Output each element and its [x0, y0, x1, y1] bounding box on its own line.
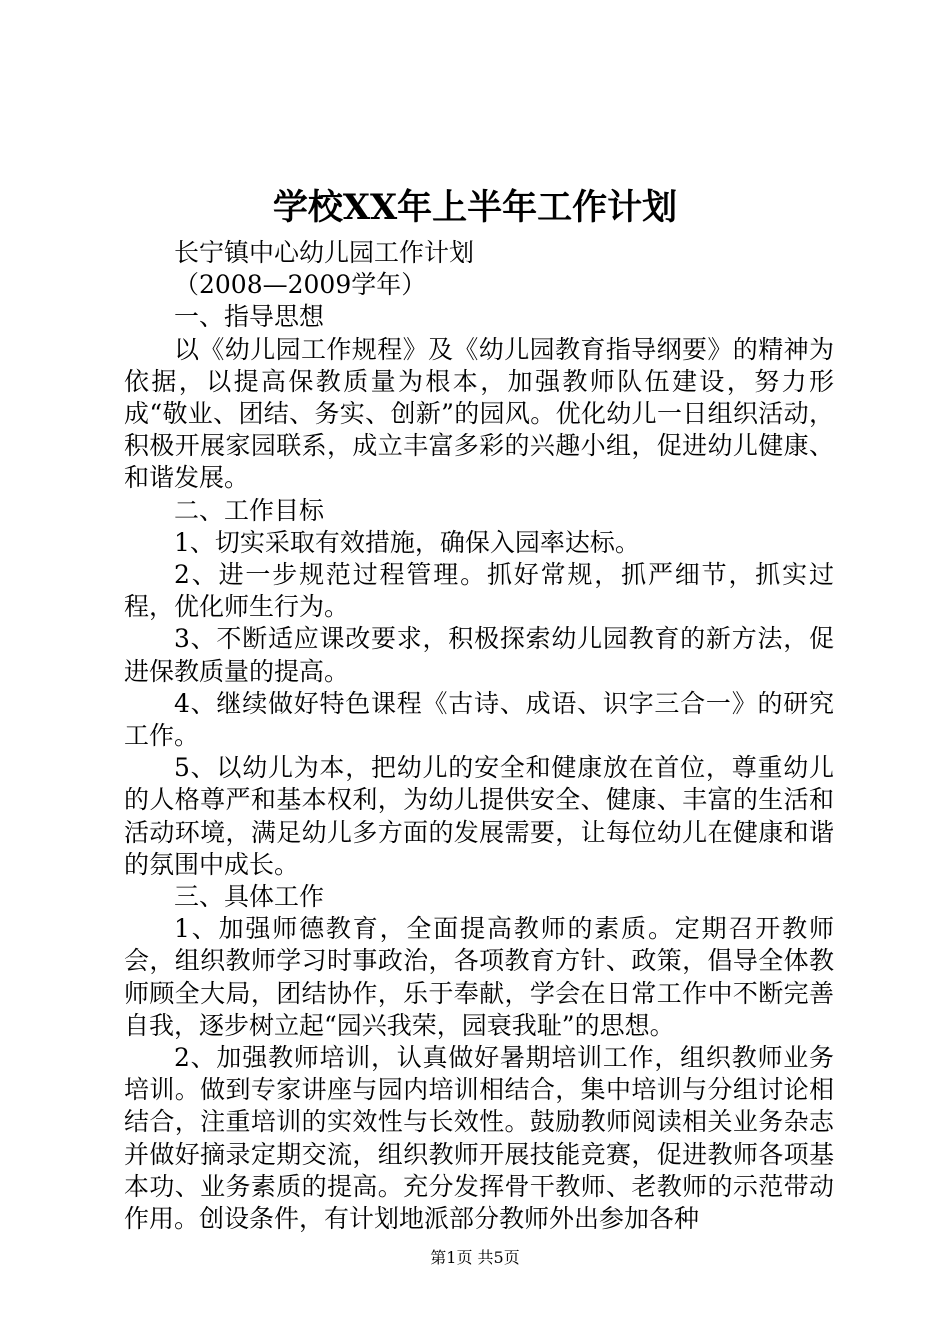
section-heading: 三、具体工作 [174, 882, 325, 912]
list-item: 2、进一步规范过程管理。抓好常规，抓严细节，抓实过程，优化师生行为。 [124, 560, 834, 622]
list-item: 1、加强师德教育，全面提高教师的素质。定期召开教师会，组织教师学习时事政治，各项教育方针、政策，倡导全体教师顾全大局，团结协作，乐于奉献，学会在日常工作中不断完善自我，逐步树立起“园兴我荣，园衰我耻”的思想。 [124, 914, 834, 1040]
section-heading: 二、工作目标 [174, 495, 325, 525]
list-item: 1、切实采取有效措施，确保入园率达标。 [174, 527, 640, 557]
list-item: 3、不断适应课改要求，积极探索幼儿园教育的新方法，促进保教质量的提高。 [124, 624, 834, 686]
paragraph: 长宁镇中心幼儿园工作计划 [174, 238, 475, 267]
section-heading: 一、指导思想 [174, 302, 325, 332]
list-item: 5、以幼儿为本，把幼儿的安全和健康放在首位，尊重幼儿的人格尊严和基本权利，为幼儿提供安全、健康、丰富的生活和活动环境，满足幼儿多方面的发展需要，让每位幼儿在健康和谐的氛围中成长。 [124, 753, 834, 879]
document-title: 学校XX年上半年工作计划 [272, 187, 678, 228]
paragraph: （2008—2009学年） [174, 270, 427, 300]
list-item: 2、加强教师培训，认真做好暑期培训工作，组织教师业务培训。做到专家讲座与园内培训相结合，集中培训与分组讨论相结合，注重培训的实效性与长效性。鼓励教师阅读相关业务杂志并做好摘录定期交流，组织教师开展技能竞赛，促进教师各项基本功、业务素质的提高。充分发挥骨干教师、老教师的示范带动作用。创设条件，有计划地派部分教师外出参加各种 [124, 1043, 834, 1234]
document-body [124, 237, 834, 1235]
list-item: 4、继续做好特色课程《古诗、成语、识字三合一》的研究工作。 [124, 688, 834, 751]
paragraph: 以《幼儿园工作规程》及《幼儿园教育指导纲要》的精神为依据，以提高保教质量为根本，加强教师队伍建设，努力形成“敬业、团结、务实、创新”的园风。优化幼儿一日组织活动，积极开展家园联系，成立丰富多彩的兴趣小组，促进幼儿健康、和谐发展。 [124, 334, 834, 493]
page-footer: 第1页 共5页 [430, 1248, 520, 1267]
